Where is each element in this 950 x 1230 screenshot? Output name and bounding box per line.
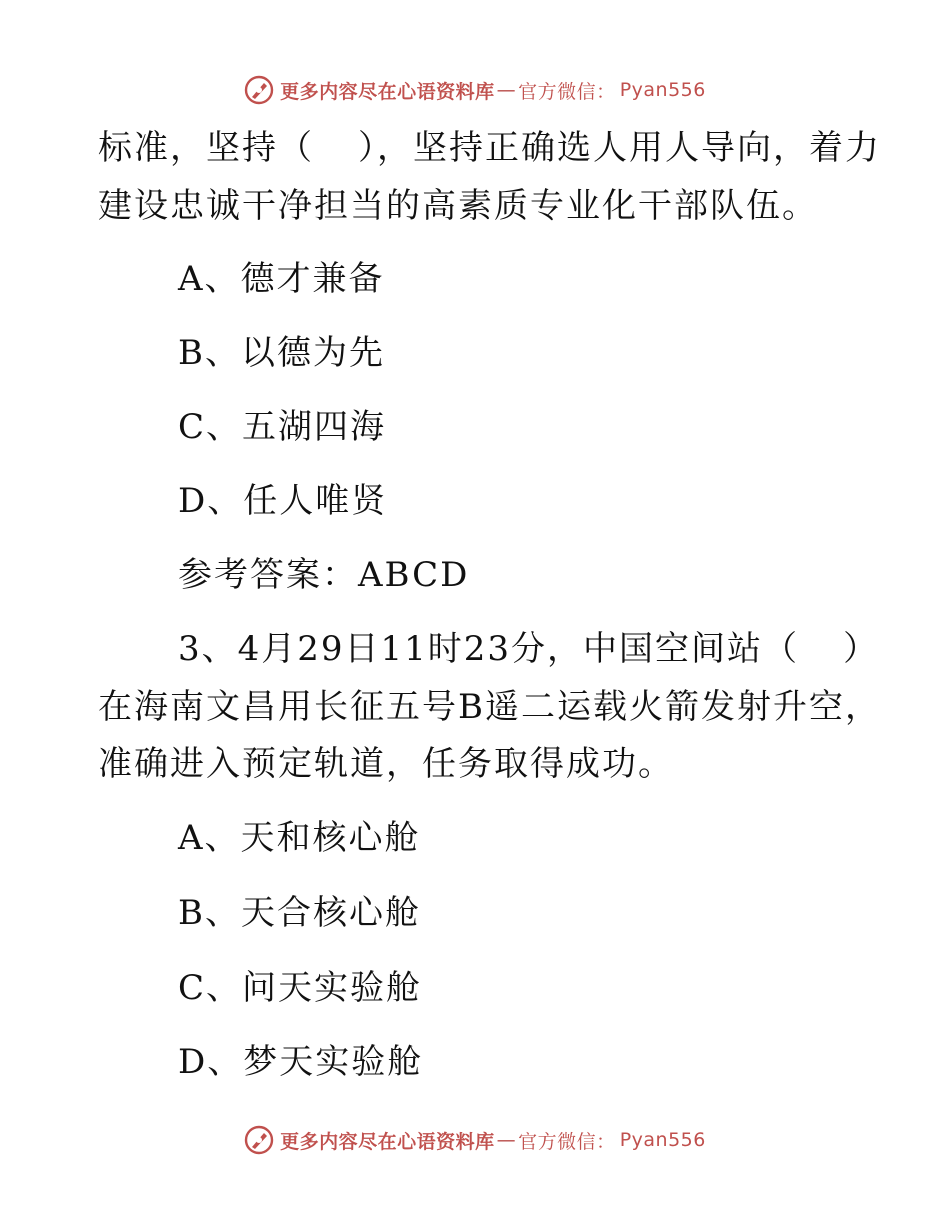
q2-line1-part-b: ），坚持正确选人用人导向，着力 <box>358 128 881 168</box>
q3-option-a: A、天和核心舱 <box>178 818 421 858</box>
watermark-separator: — <box>496 1129 517 1151</box>
q3-line1-part-b: ） <box>843 629 880 669</box>
q3-option-d: D、梦天实验舱 <box>178 1042 424 1082</box>
q2-option-a: A、德才兼备 <box>178 259 385 299</box>
q2-answer: 参考答案：ABCD <box>178 555 470 595</box>
watermark-official-label: 官方微信： <box>518 1130 616 1153</box>
pen-logo-icon <box>244 1125 274 1155</box>
q3-text-line-2: 在海南文昌用长征五号B遥二运载火箭发射升空， <box>98 687 881 727</box>
footer-watermark <box>0 1120 950 1160</box>
watermark-wechat-id: Pyan556 <box>619 79 706 101</box>
header-watermark <box>0 70 950 110</box>
q2-option-b: B、以德为先 <box>178 333 385 373</box>
q3-text-line-3: 准确进入预定轨道，任务取得成功。 <box>98 744 674 784</box>
q2-option-c: C、五湖四海 <box>178 407 387 447</box>
q3-text-line-1 <box>178 629 879 669</box>
q2-option-d: D、任人唯贤 <box>178 481 388 521</box>
watermark-text: 更多内容尽在心语资料库 <box>280 1130 495 1153</box>
q3-option-c: C、问天实验舱 <box>178 968 423 1008</box>
watermark-text: 更多内容尽在心语资料库 <box>280 80 495 103</box>
watermark-separator: — <box>496 79 517 101</box>
q2-line1-part-a: 标准，坚持（ <box>98 128 314 168</box>
q2-text-line-1 <box>98 128 881 168</box>
pen-logo-icon <box>244 75 274 105</box>
q3-line1-part-a: 3、4月29日11时23分，中国空间站（ <box>178 629 800 669</box>
q2-text-line-2: 建设忠诚干净担当的高素质专业化干部队伍。 <box>98 186 818 226</box>
watermark-wechat-id: Pyan556 <box>619 1129 706 1151</box>
q3-option-b: B、天合核心舱 <box>178 893 421 933</box>
watermark-official-label: 官方微信： <box>518 80 616 103</box>
